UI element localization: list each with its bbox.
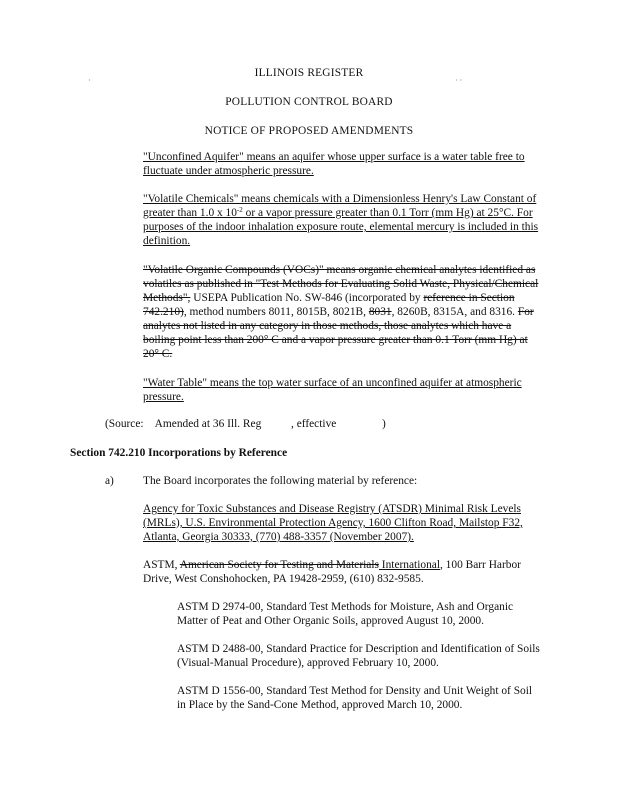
unconfined-term: "Unconfined Aquifer" bbox=[143, 151, 244, 163]
voc-kept-2: , method numbers 8011, 8015B, 8021B, bbox=[183, 306, 369, 318]
unconfined-text: means an aquifer whose upper surface is a water table free to fluctuate under atmospheric pressure. bbox=[143, 151, 525, 177]
volatile-chemicals-exponent: -2 bbox=[236, 206, 243, 214]
source-line bbox=[105, 417, 425, 431]
voc-struck-4: For analytes not listed in any category in those methods, those analytes which have a boiling point less than 200° C and a vapor pressure greater than 0.1 Torr (mm Hg) at 20° C. bbox=[143, 306, 534, 360]
water-table-term: "Water Table" bbox=[143, 377, 207, 389]
voc-struck-2: reference in Section 742.210) bbox=[143, 292, 515, 318]
voc-kept-3: , 8260B, 8315A, and 8316. bbox=[391, 306, 518, 318]
notice-title: NOTICE OF PROPOSED AMENDMENTS bbox=[204, 125, 414, 137]
astm-standard-d2974: ASTM D 2974-00, Standard Test Methods for Moisture, Ash and Organic Matter of Peat and Other Organic Soils, approved August 10, 2000. bbox=[177, 601, 514, 627]
register-title: ILLINOIS REGISTER bbox=[254, 67, 364, 79]
water-table-text: means the top water surface of an unconfined aquifer at atmospheric pressure. bbox=[143, 377, 522, 403]
source-effective: , effective bbox=[291, 418, 337, 430]
astm-reference bbox=[143, 558, 539, 586]
astm-struck-name: American Society for Testing and Materials bbox=[179, 559, 379, 571]
board-title: POLLUTION CONTROL BOARD bbox=[225, 96, 393, 108]
atsdr-text: Agency for Toxic Substances and Disease Registry (ATSDR) Minimal Risk Levels (MRLs), U.S. Environmental Protection Agency, 1600 Clifton Road, Mailstop F32, Atlanta, Georgia 30333, (770) 488-3357 (November 2007). bbox=[143, 503, 523, 543]
definition-water-table bbox=[143, 376, 541, 404]
voc-struck-3: 8031 bbox=[368, 306, 392, 318]
source-label: (Source: bbox=[105, 418, 144, 430]
astm-standard-d2488: ASTM D 2488-00, Standard Practice for Description and Identification of Soils (Visual-Manual Procedure), approved February 10, 2000. bbox=[177, 643, 540, 669]
para-a-marker: a) bbox=[105, 475, 114, 487]
scan-mark-right: · · bbox=[455, 76, 463, 85]
astm-standard-d1556: ASTM D 1556-00, Standard Test Method for Density and Unit Weight of Soil in Place by the Sand-Cone Method, approved March 10, 2000. bbox=[177, 685, 533, 711]
astm-address: , 100 Barr Harbor Drive, West Conshohocken, PA 19428-2959, (610) 832-9585. bbox=[143, 559, 521, 585]
volatile-chemicals-part2: or a vapor pressure greater than 0.1 Torr (mm Hg) at 25°C. For purposes of the indoor inhalation exposure route, elemental mercury is included in this definition. bbox=[143, 207, 539, 247]
source-amended: Amended at 36 Ill. Reg bbox=[154, 418, 262, 430]
voc-struck-1: "Volatile Organic Compounds (VOCs)" means organic chemical analytes identified as volatiles as published in "Test Methods for Evaluating Solid Waste, Physical/Chemical Methods", bbox=[143, 264, 539, 304]
astm-prefix: ASTM, bbox=[143, 559, 180, 571]
para-a-text: The Board incorporates the following material by reference: bbox=[143, 475, 418, 487]
astm-added-name: International bbox=[378, 559, 440, 571]
voc-kept-1: USEPA Publication No. SW-846 (incorporated by bbox=[190, 292, 424, 304]
volatile-chemicals-part1: "Volatile Chemicals" means chemicals with a Dimensionless Henry's Law Constant of greater than 1.0 x 10 bbox=[143, 193, 537, 219]
definition-unconfined-aquifer bbox=[143, 150, 541, 178]
source-close: ) bbox=[382, 418, 386, 430]
section-heading: Section 742.210 Incorporations by Reference bbox=[70, 447, 288, 459]
scan-mark-left: · bbox=[88, 76, 91, 85]
atsdr-reference bbox=[143, 502, 523, 544]
definition-volatile-chemicals bbox=[143, 192, 541, 248]
definition-vocs bbox=[143, 263, 541, 361]
